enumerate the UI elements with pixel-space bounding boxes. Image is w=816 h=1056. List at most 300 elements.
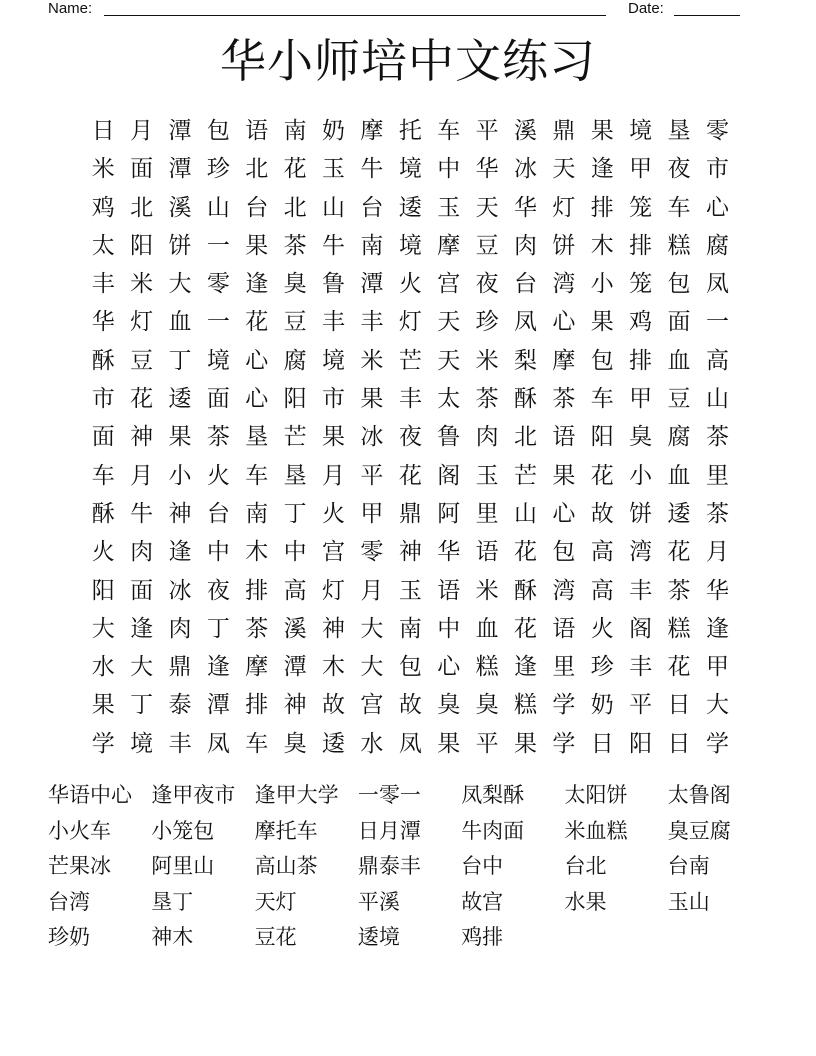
grid-cell[interactable]: 排 xyxy=(590,194,614,221)
grid-cell[interactable]: 月 xyxy=(705,539,729,566)
word-bank-item: 豆花 xyxy=(254,925,297,949)
grid-cell[interactable]: 台 xyxy=(206,500,230,527)
grid-cell[interactable]: 茶 xyxy=(206,424,230,451)
word-bank-item: 芒果冰 xyxy=(48,854,111,878)
grid-cell[interactable]: 台 xyxy=(513,271,537,298)
grid-cell[interactable]: 垦 xyxy=(667,118,691,144)
grid-cell[interactable]: 灯 xyxy=(552,194,576,221)
grid-cell[interactable]: 市 xyxy=(705,156,729,183)
grid-cell[interactable]: 臭 xyxy=(283,730,307,757)
grid-cell[interactable]: 凤 xyxy=(705,271,729,298)
grid-cell[interactable]: 丁 xyxy=(283,500,307,527)
grid-cell[interactable]: 冰 xyxy=(513,156,537,183)
grid-cell[interactable]: 神 xyxy=(322,615,346,642)
grid-cell[interactable]: 潭 xyxy=(360,271,384,298)
grid-cell[interactable]: 鲁 xyxy=(322,271,346,298)
grid-cell[interactable]: 果 xyxy=(590,118,614,144)
grid-cell[interactable]: 溪 xyxy=(513,118,537,144)
grid-cell[interactable]: 玉 xyxy=(475,462,499,489)
grid-cell[interactable]: 阳 xyxy=(590,424,614,451)
grid-cell[interactable]: 平 xyxy=(475,118,499,144)
grid-cell[interactable]: 果 xyxy=(552,462,576,489)
grid-cell[interactable]: 车 xyxy=(91,462,115,489)
grid-cell[interactable]: 奶 xyxy=(322,118,346,144)
grid-cell[interactable]: 垦 xyxy=(245,424,269,451)
grid-cell[interactable]: 逶 xyxy=(322,730,346,757)
grid-cell[interactable]: 车 xyxy=(667,194,691,221)
grid-cell[interactable]: 鼎 xyxy=(552,118,576,144)
grid-cell[interactable]: 宫 xyxy=(360,692,384,719)
grid-cell[interactable]: 故 xyxy=(590,500,614,527)
grid-cell[interactable]: 丁 xyxy=(130,692,154,719)
grid-cell[interactable]: 甲 xyxy=(629,156,653,183)
grid-cell[interactable]: 珍 xyxy=(475,309,499,336)
grid-cell[interactable]: 排 xyxy=(629,347,653,374)
grid-cell[interactable]: 芒 xyxy=(513,462,537,489)
grid-cell[interactable]: 豆 xyxy=(283,309,307,336)
grid-cell[interactable]: 潭 xyxy=(168,118,192,144)
grid-cell[interactable]: 天 xyxy=(552,156,576,183)
grid-cell[interactable]: 玉 xyxy=(437,194,461,221)
grid-cell[interactable]: 逢 xyxy=(245,271,269,298)
grid-cell[interactable]: 山 xyxy=(705,386,729,413)
grid-cell[interactable]: 茶 xyxy=(705,500,729,527)
grid-cell[interactable]: 肉 xyxy=(513,232,537,259)
grid-cell[interactable]: 零 xyxy=(705,118,729,144)
grid-cell[interactable]: 果 xyxy=(590,309,614,336)
grid-cell[interactable]: 神 xyxy=(130,424,154,451)
grid-cell[interactable]: 逢 xyxy=(705,615,729,642)
grid-cell[interactable]: 鼎 xyxy=(398,500,422,527)
grid-cell[interactable]: 托 xyxy=(398,118,422,144)
grid-cell[interactable]: 平 xyxy=(360,462,384,489)
grid-cell[interactable]: 水 xyxy=(91,654,115,681)
grid-cell[interactable]: 丰 xyxy=(322,309,346,336)
grid-cell[interactable]: 饼 xyxy=(168,232,192,259)
grid-cell[interactable]: 逢 xyxy=(513,654,537,681)
grid-cell[interactable]: 阁 xyxy=(629,615,653,642)
grid-cell[interactable]: 茶 xyxy=(283,232,307,259)
grid-cell[interactable]: 牛 xyxy=(130,500,154,527)
grid-cell[interactable]: 丰 xyxy=(398,386,422,413)
word-bank-item: 太鲁阁 xyxy=(667,783,731,807)
grid-cell[interactable]: 车 xyxy=(590,386,614,413)
grid-cell[interactable]: 酥 xyxy=(91,500,115,527)
grid-cell[interactable]: 豆 xyxy=(475,232,499,259)
grid-cell[interactable]: 华 xyxy=(513,194,537,221)
grid-cell[interactable]: 日 xyxy=(667,730,691,757)
word-bank-item: 臭豆腐 xyxy=(667,818,731,843)
grid-cell[interactable]: 丁 xyxy=(168,347,192,374)
grid-cell[interactable]: 肉 xyxy=(475,424,499,451)
date-label: Date: xyxy=(628,0,664,17)
grid-cell[interactable]: 台 xyxy=(245,194,269,221)
grid-cell[interactable]: 心 xyxy=(245,347,269,374)
word-bank-item: 珍奶 xyxy=(48,925,90,949)
grid-cell[interactable]: 肉 xyxy=(168,615,192,642)
name-blank-line[interactable] xyxy=(104,15,606,16)
grid-cell[interactable]: 宫 xyxy=(322,539,346,566)
grid-cell[interactable]: 夜 xyxy=(475,271,499,298)
grid-cell[interactable]: 木 xyxy=(590,232,614,259)
grid-cell[interactable]: 芒 xyxy=(283,424,307,451)
grid-cell[interactable]: 里 xyxy=(552,654,576,681)
grid-cell[interactable]: 北 xyxy=(513,424,537,451)
grid-cell[interactable]: 潭 xyxy=(283,654,307,681)
grid-cell[interactable]: 山 xyxy=(206,194,230,221)
grid-cell[interactable]: 阳 xyxy=(629,730,653,757)
grid-cell[interactable]: 芒 xyxy=(398,347,422,374)
grid-cell[interactable]: 一 xyxy=(206,232,230,259)
grid-cell[interactable]: 逢 xyxy=(206,654,230,681)
grid-cell[interactable]: 华 xyxy=(91,309,115,336)
grid-cell[interactable]: 高 xyxy=(705,347,729,374)
grid-cell[interactable]: 灯 xyxy=(398,309,422,336)
grid-cell[interactable]: 湾 xyxy=(629,539,653,566)
grid-cell[interactable]: 饼 xyxy=(552,232,576,259)
grid-cell[interactable]: 面 xyxy=(91,424,115,451)
grid-cell[interactable]: 包 xyxy=(552,539,576,566)
grid-cell[interactable]: 凤 xyxy=(398,730,422,757)
grid-cell[interactable]: 花 xyxy=(283,156,307,183)
grid-cell[interactable]: 心 xyxy=(245,386,269,413)
grid-cell[interactable]: 境 xyxy=(629,118,653,144)
grid-cell[interactable]: 月 xyxy=(130,462,154,489)
grid-cell[interactable]: 逶 xyxy=(667,500,691,527)
grid-cell[interactable]: 华 xyxy=(475,156,499,183)
grid-cell[interactable]: 华 xyxy=(437,539,461,566)
grid-cell[interactable]: 血 xyxy=(667,462,691,489)
grid-cell[interactable]: 高 xyxy=(590,539,614,566)
grid-cell[interactable]: 臭 xyxy=(437,692,461,719)
grid-cell[interactable]: 天 xyxy=(475,194,499,221)
grid-cell[interactable]: 台 xyxy=(360,194,384,221)
grid-cell[interactable]: 酥 xyxy=(91,347,115,374)
grid-cell[interactable]: 大 xyxy=(360,654,384,681)
grid-cell[interactable]: 阿 xyxy=(437,500,461,527)
grid-cell[interactable]: 臭 xyxy=(629,424,653,451)
grid-cell[interactable]: 北 xyxy=(130,194,154,221)
grid-cell[interactable]: 花 xyxy=(667,539,691,566)
grid-cell[interactable]: 笼 xyxy=(629,194,653,221)
grid-cell[interactable]: 花 xyxy=(590,462,614,489)
grid-cell[interactable]: 花 xyxy=(513,539,537,566)
grid-cell[interactable]: 语 xyxy=(552,424,576,451)
grid-cell[interactable]: 零 xyxy=(360,539,384,566)
grid-cell[interactable]: 梨 xyxy=(513,347,537,374)
grid-cell[interactable]: 花 xyxy=(245,309,269,336)
grid-cell[interactable]: 茶 xyxy=(245,615,269,642)
grid-cell[interactable]: 果 xyxy=(245,232,269,259)
grid-cell[interactable]: 阳 xyxy=(91,577,115,604)
grid-cell[interactable]: 中 xyxy=(206,539,230,566)
grid-cell[interactable]: 里 xyxy=(475,500,499,527)
grid-cell[interactable]: 臭 xyxy=(283,271,307,298)
grid-cell[interactable]: 面 xyxy=(206,386,230,413)
grid-cell[interactable]: 米 xyxy=(360,347,384,374)
grid-cell[interactable]: 甲 xyxy=(705,654,729,681)
grid-cell[interactable]: 宫 xyxy=(437,271,461,298)
grid-cell[interactable]: 鸡 xyxy=(91,194,115,221)
grid-cell[interactable]: 阳 xyxy=(283,386,307,413)
grid-cell[interactable]: 摩 xyxy=(360,118,384,144)
grid-cell[interactable]: 排 xyxy=(245,577,269,604)
grid-cell[interactable]: 凤 xyxy=(513,309,537,336)
grid-cell[interactable]: 火 xyxy=(91,539,115,566)
grid-cell[interactable]: 木 xyxy=(322,654,346,681)
grid-cell[interactable]: 语 xyxy=(475,539,499,566)
grid-cell[interactable]: 南 xyxy=(245,500,269,527)
grid-cell[interactable]: 果 xyxy=(322,424,346,451)
grid-cell[interactable]: 大 xyxy=(705,692,729,719)
grid-cell[interactable]: 酥 xyxy=(513,386,537,413)
grid-cell[interactable]: 米 xyxy=(130,271,154,298)
grid-cell[interactable]: 火 xyxy=(590,615,614,642)
grid-cell[interactable]: 豆 xyxy=(667,386,691,413)
grid-cell[interactable]: 湾 xyxy=(552,577,576,604)
grid-cell[interactable]: 丰 xyxy=(168,730,192,757)
grid-cell[interactable]: 摩 xyxy=(552,347,576,374)
grid-cell[interactable]: 玉 xyxy=(398,577,422,604)
grid-cell[interactable]: 包 xyxy=(206,118,230,144)
grid-cell[interactable]: 花 xyxy=(398,462,422,489)
grid-cell[interactable]: 牛 xyxy=(360,156,384,183)
grid-cell[interactable]: 天 xyxy=(437,347,461,374)
grid-cell[interactable]: 糕 xyxy=(475,654,499,681)
word-bank-item: 台南 xyxy=(667,854,710,878)
grid-cell[interactable]: 中 xyxy=(437,156,461,183)
grid-cell[interactable]: 花 xyxy=(130,386,154,413)
grid-cell[interactable]: 笼 xyxy=(629,271,653,298)
grid-cell[interactable]: 夜 xyxy=(398,424,422,451)
word-bank-item: 台中 xyxy=(461,854,504,878)
grid-cell[interactable]: 面 xyxy=(667,309,691,336)
grid-cell[interactable]: 鸡 xyxy=(629,309,653,336)
grid-cell[interactable]: 米 xyxy=(91,156,115,183)
grid-cell[interactable]: 冰 xyxy=(360,424,384,451)
grid-cell[interactable]: 玉 xyxy=(322,156,346,183)
grid-cell[interactable]: 阳 xyxy=(130,232,154,259)
grid-cell[interactable]: 珍 xyxy=(206,156,230,183)
grid-cell[interactable]: 小 xyxy=(629,462,653,489)
grid-cell[interactable]: 花 xyxy=(513,615,537,642)
grid-cell[interactable]: 包 xyxy=(398,654,422,681)
grid-cell[interactable]: 日 xyxy=(91,118,115,144)
grid-cell[interactable]: 日 xyxy=(590,730,614,757)
grid-cell[interactable]: 神 xyxy=(283,692,307,719)
grid-cell[interactable]: 茶 xyxy=(475,386,499,413)
grid-cell[interactable]: 北 xyxy=(245,156,269,183)
grid-cell[interactable]: 火 xyxy=(398,271,422,298)
grid-cell[interactable]: 车 xyxy=(437,118,461,144)
grid-cell[interactable]: 太 xyxy=(91,232,115,259)
grid-cell[interactable]: 中 xyxy=(437,615,461,642)
grid-cell[interactable]: 血 xyxy=(475,615,499,642)
grid-cell[interactable]: 果 xyxy=(437,730,461,757)
grid-cell[interactable]: 腐 xyxy=(283,347,307,374)
grid-cell[interactable]: 境 xyxy=(322,347,346,374)
grid-cell[interactable]: 学 xyxy=(552,692,576,719)
grid-cell[interactable]: 甲 xyxy=(629,386,653,413)
grid-cell[interactable]: 神 xyxy=(168,500,192,527)
grid-cell[interactable]: 月 xyxy=(130,118,154,144)
grid-cell[interactable]: 糕 xyxy=(513,692,537,719)
grid-cell[interactable]: 果 xyxy=(91,692,115,719)
grid-cell[interactable]: 故 xyxy=(398,692,422,719)
grid-cell[interactable]: 市 xyxy=(322,386,346,413)
grid-cell[interactable]: 小 xyxy=(168,462,192,489)
grid-cell[interactable]: 太 xyxy=(437,386,461,413)
grid-cell[interactable]: 华 xyxy=(705,577,729,604)
grid-cell[interactable]: 溪 xyxy=(283,615,307,642)
grid-cell[interactable]: 山 xyxy=(513,500,537,527)
grid-cell[interactable]: 大 xyxy=(130,654,154,681)
grid-cell[interactable]: 摩 xyxy=(245,654,269,681)
grid-cell[interactable]: 灯 xyxy=(130,309,154,336)
grid-cell[interactable]: 中 xyxy=(283,539,307,566)
grid-cell[interactable]: 夜 xyxy=(206,577,230,604)
grid-cell[interactable]: 南 xyxy=(283,118,307,144)
grid-cell[interactable]: 潭 xyxy=(206,692,230,719)
grid-cell[interactable]: 丁 xyxy=(206,615,230,642)
grid-cell[interactable]: 语 xyxy=(245,118,269,144)
grid-cell[interactable]: 学 xyxy=(91,730,115,757)
grid-cell[interactable]: 茶 xyxy=(552,386,576,413)
grid-cell[interactable]: 豆 xyxy=(130,347,154,374)
grid-cell[interactable]: 小 xyxy=(590,271,614,298)
grid-cell[interactable]: 鼎 xyxy=(168,654,192,681)
grid-cell[interactable]: 果 xyxy=(513,730,537,757)
grid-cell[interactable]: 牛 xyxy=(322,232,346,259)
grid-cell[interactable]: 里 xyxy=(705,462,729,489)
grid-cell[interactable]: 境 xyxy=(206,347,230,374)
grid-cell[interactable]: 逢 xyxy=(168,539,192,566)
grid-cell[interactable]: 溪 xyxy=(168,194,192,221)
grid-cell[interactable]: 语 xyxy=(437,577,461,604)
grid-cell[interactable]: 冰 xyxy=(168,577,192,604)
grid-cell[interactable]: 火 xyxy=(322,500,346,527)
grid-cell[interactable]: 水 xyxy=(360,730,384,757)
grid-cell[interactable]: 境 xyxy=(398,156,422,183)
grid-cell[interactable]: 腐 xyxy=(667,424,691,451)
grid-cell[interactable]: 摩 xyxy=(437,232,461,259)
grid-cell[interactable]: 鲁 xyxy=(437,424,461,451)
date-blank-line[interactable] xyxy=(674,15,740,16)
grid-cell[interactable]: 境 xyxy=(398,232,422,259)
grid-cell[interactable]: 糕 xyxy=(667,232,691,259)
grid-cell[interactable]: 神 xyxy=(398,539,422,566)
grid-cell[interactable]: 包 xyxy=(667,271,691,298)
grid-cell[interactable]: 泰 xyxy=(168,692,192,719)
grid-cell[interactable]: 阁 xyxy=(437,462,461,489)
grid-cell[interactable]: 丰 xyxy=(360,309,384,336)
grid-cell[interactable]: 一 xyxy=(705,309,729,336)
grid-cell[interactable]: 果 xyxy=(168,424,192,451)
grid-cell[interactable]: 珍 xyxy=(590,654,614,681)
grid-cell[interactable]: 大 xyxy=(168,271,192,298)
grid-cell[interactable]: 逢 xyxy=(590,156,614,183)
grid-cell[interactable]: 丰 xyxy=(629,577,653,604)
grid-cell[interactable]: 天 xyxy=(437,309,461,336)
grid-cell[interactable]: 逶 xyxy=(398,194,422,221)
grid-cell[interactable]: 故 xyxy=(322,692,346,719)
grid-cell[interactable]: 酥 xyxy=(513,577,537,604)
grid-cell[interactable]: 茶 xyxy=(705,424,729,451)
grid-cell[interactable]: 心 xyxy=(705,194,729,221)
grid-cell[interactable]: 丰 xyxy=(629,654,653,681)
word-bank-item: 凤梨酥 xyxy=(461,783,525,807)
grid-cell[interactable]: 肉 xyxy=(130,539,154,566)
grid-cell[interactable]: 高 xyxy=(590,577,614,604)
grid-cell[interactable]: 茶 xyxy=(667,577,691,604)
grid-cell[interactable]: 零 xyxy=(206,271,230,298)
grid-cell[interactable]: 糕 xyxy=(667,615,691,642)
grid-cell[interactable]: 语 xyxy=(552,615,576,642)
grid-cell[interactable]: 米 xyxy=(475,347,499,374)
grid-cell[interactable]: 腐 xyxy=(705,232,729,259)
grid-cell[interactable]: 月 xyxy=(322,462,346,489)
grid-cell[interactable]: 学 xyxy=(552,730,576,757)
grid-cell[interactable]: 学 xyxy=(705,730,729,757)
grid-cell[interactable]: 大 xyxy=(360,615,384,642)
grid-cell[interactable]: 米 xyxy=(475,577,499,604)
grid-cell[interactable]: 火 xyxy=(206,462,230,489)
grid-cell[interactable]: 包 xyxy=(590,347,614,374)
grid-cell[interactable]: 果 xyxy=(360,386,384,413)
grid-cell[interactable]: 湾 xyxy=(552,271,576,298)
grid-cell[interactable]: 潭 xyxy=(168,156,192,183)
grid-cell[interactable]: 木 xyxy=(245,539,269,566)
grid-cell[interactable]: 排 xyxy=(629,232,653,259)
grid-cell[interactable]: 血 xyxy=(667,347,691,374)
grid-cell[interactable]: 日 xyxy=(667,692,691,719)
grid-cell[interactable]: 排 xyxy=(245,692,269,719)
grid-cell[interactable]: 血 xyxy=(168,309,192,336)
grid-cell[interactable]: 车 xyxy=(245,462,269,489)
grid-cell[interactable]: 高 xyxy=(283,577,307,604)
grid-cell[interactable]: 心 xyxy=(437,654,461,681)
grid-cell[interactable]: 心 xyxy=(552,309,576,336)
grid-cell[interactable]: 臭 xyxy=(475,692,499,719)
grid-cell[interactable]: 车 xyxy=(245,730,269,757)
grid-cell[interactable]: 凤 xyxy=(206,730,230,757)
grid-cell[interactable]: 心 xyxy=(552,500,576,527)
grid-cell[interactable]: 南 xyxy=(360,232,384,259)
grid-cell[interactable]: 花 xyxy=(667,654,691,681)
grid-cell[interactable]: 北 xyxy=(283,194,307,221)
grid-cell[interactable]: 灯 xyxy=(322,577,346,604)
grid-cell[interactable]: 逢 xyxy=(130,615,154,642)
grid-cell[interactable]: 夜 xyxy=(667,156,691,183)
grid-cell[interactable]: 市 xyxy=(91,386,115,413)
grid-cell[interactable]: 一 xyxy=(206,309,230,336)
grid-cell[interactable]: 垦 xyxy=(283,462,307,489)
grid-cell[interactable]: 面 xyxy=(130,156,154,183)
grid-cell[interactable]: 丰 xyxy=(91,271,115,298)
grid-cell[interactable]: 平 xyxy=(475,730,499,757)
grid-cell[interactable]: 甲 xyxy=(360,500,384,527)
grid-cell[interactable]: 逶 xyxy=(168,386,192,413)
grid-cell[interactable]: 饼 xyxy=(629,500,653,527)
grid-cell[interactable]: 月 xyxy=(360,577,384,604)
grid-cell[interactable]: 面 xyxy=(130,577,154,604)
grid-cell[interactable]: 南 xyxy=(398,615,422,642)
grid-cell[interactable]: 大 xyxy=(91,615,115,642)
grid-cell[interactable]: 奶 xyxy=(590,692,614,719)
grid-cell[interactable]: 山 xyxy=(322,194,346,221)
grid-cell[interactable]: 平 xyxy=(629,692,653,719)
grid-cell[interactable]: 境 xyxy=(130,730,154,757)
